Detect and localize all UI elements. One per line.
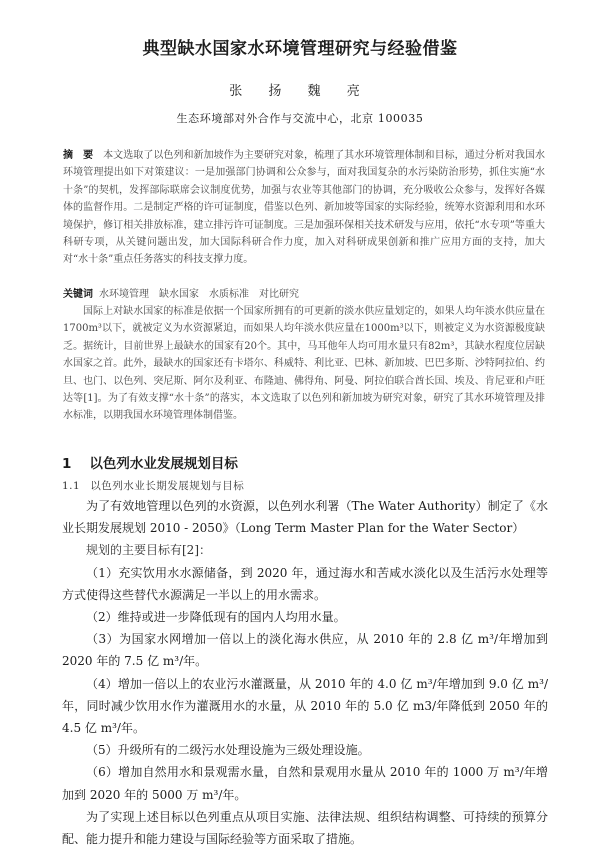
paper-title: 典型缺水国家水环境管理研究与经验借鉴 [142, 39, 458, 59]
keywords-text: 水环境管理 缺水国家 水质标准 对比研究 [99, 289, 299, 300]
authors: 张 扬 魏 亮 [229, 84, 371, 99]
keywords-label: 关键词 [63, 289, 93, 300]
abstract-label: 摘 要 [63, 150, 94, 161]
list-item: （5）升级所有的二级污水处理设施为三级处理设施。 [86, 743, 370, 758]
section-number: 1 [62, 456, 72, 472]
body-paragraph: 为了有效地管理以色列的水资源，以色列水利署（The Water Authority）制定了《水业长期发展规划 2010 - 2050》（Long Term Master Plan for the Water Sector） [62, 499, 548, 536]
list-item: （2）维持或进一步降低现有的国内人均用水量。 [86, 610, 346, 625]
abstract-text: 本文选取了以色列和新加坡作为主要研究对象，梳理了其水环境管理体制和目标，通过分析对我国水环境管理提出如下对策建议：一是加强部门协调和公众参与，面对我国复杂的水污染防治形势，抓住实施“水十条”的契机，发挥部际联席会议制度优势，加强与农业等其他部门的协调，充分吸收公众参与，发挥好各媒体的监督作用。二是制定严格的许可证制度，借鉴以色列、新加坡等国家的实际经验，统筹水资源利用和水环境保护，修订相关排放标准，建立排污许可证制度。三是加强环保相关技术研发与应用，依托“水专项”等重大科研专项，从关键问题出发，加大国际科研合作力度，加入对科研成果创新和推广应用方面的支持，加大对“水十条”重点任务落实的科技支撑力度。 [63, 150, 546, 266]
body-paragraph: 为了实现上述目标以色列重点从项目实施、法律法规、组织结构调整、可持续的预算分配、能力提升和能力建设与国际经验等方面采取了措施。 [62, 809, 548, 847]
body-text [62, 495, 548, 850]
list-item: （3）为国家水网增加一倍以上的淡化海水供应，从 2010 年的 2.8 亿 m³/年增加到 2020 年的 7.5 亿 m³/年。 [62, 632, 548, 669]
list-item: （1）充实饮用水水源储备，到 2020 年，通过海水和苦咸水淡化以及生活污水处理等方式使得这些替代水源满足一半以上的用水需求。 [62, 565, 548, 602]
subsection-title: 以色列水业长期发展规划与目标 [90, 480, 245, 492]
affiliation: 生态环境部对外合作与交流中心，北京 100035 [176, 112, 424, 125]
subsection-heading [62, 478, 244, 493]
abstract [63, 147, 545, 269]
list-item: （4）增加一倍以上的农业污水灌溉量，从 2010 年的 4.0 亿 m³/年增加到 9.0 亿 m³/年，同时减少饮用水作为灌溉用水的水量，从 2010 年的 5.0 亿 m3/年降低到 2050 年的 4.5 亿 m³/年。 [62, 676, 548, 736]
list-item: （6）增加自然用水和景观需水量，自然和景观用水量从 2010 年的 1000 万 m³/年增加到 2020 年的 5000 万 m³/年。 [62, 765, 548, 802]
section-title: 以色列水业发展规划目标 [89, 456, 238, 472]
section-heading [62, 452, 238, 472]
body-paragraph: 规划的主要目标有[2]： [86, 543, 211, 558]
intro-paragraph: 国际上对缺水国家的标准是依据一个国家所拥有的可更新的淡水供应量划定的，如果人均年淡水供应量在1700m³以下，就被定义为水资源紧迫，而如果人均年淡水供应量在1000m³以下，则被定义为水资源极度缺乏。据统计，目前世界上最缺水的国家有20个。其中，马耳他年人均可用水量只有82m³，其缺水程度位居缺水国家之首。此外，最缺水的国家还有卡塔尔、科威特、利比亚、巴林、新加坡、巴巴多斯、沙特阿拉伯、约旦、也门、以色列、突尼斯、阿尔及利亚、布隆迪、佛得角、阿曼、阿拉伯联合酋长国、埃及、肯尼亚和卢旺达等[1]。为了有效支撑“水十条”的落实，本文选取了以色列和新加坡为研究对象，研究了其水环境管理及排水标准，以期我国水环境管理体制借鉴。 [63, 306, 545, 422]
keywords [63, 287, 545, 303]
subsection-number: 1.1 [62, 480, 81, 492]
